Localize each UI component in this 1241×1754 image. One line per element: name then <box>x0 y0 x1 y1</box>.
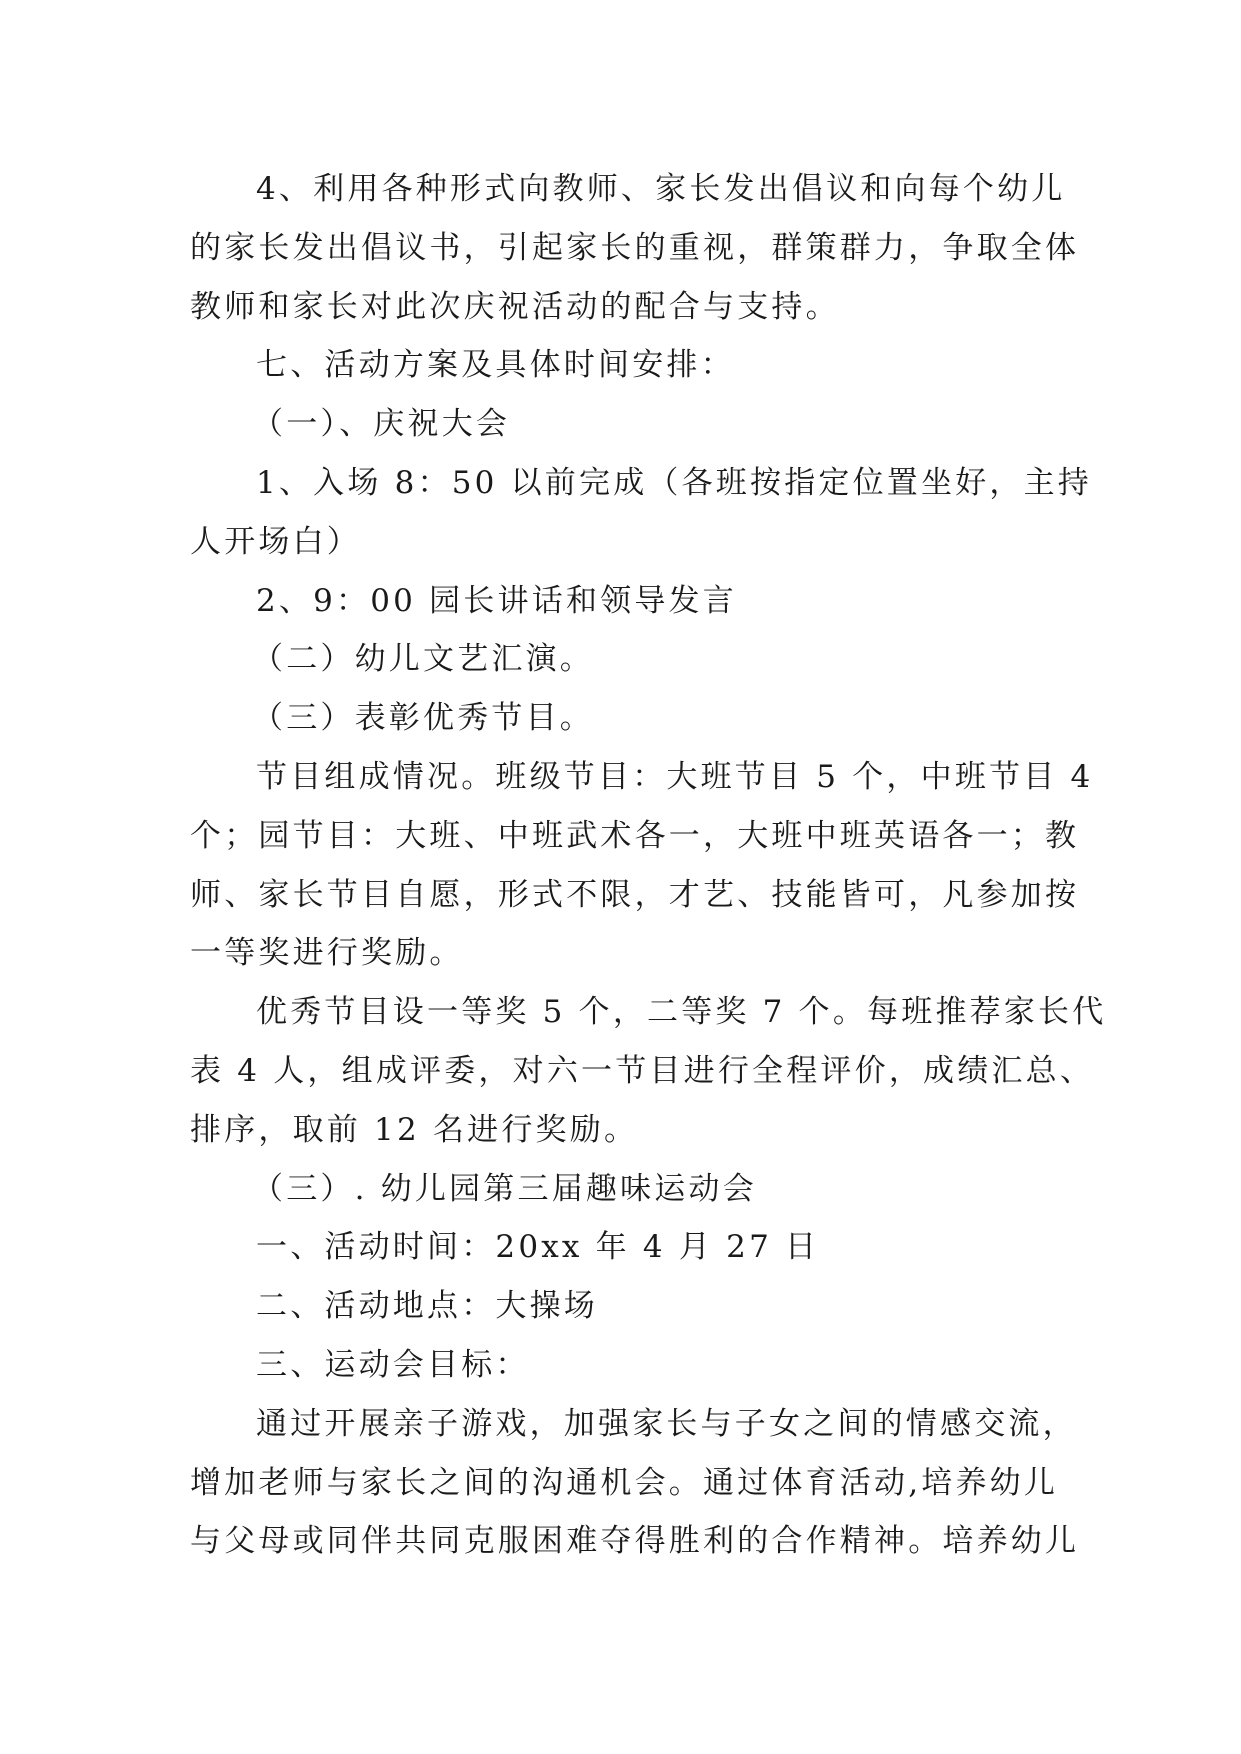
subsection-heading: （二）幼儿文艺汇演。 <box>252 641 594 678</box>
paragraph-line: 通过开展亲子游戏，加强家长与子女之间的情感交流， <box>256 1405 1077 1442</box>
paragraph-line: 二、活动地点：大操场 <box>256 1288 598 1325</box>
paragraph-line: 三、运动会目标： <box>256 1346 530 1383</box>
subsection-heading: （一）、庆祝大会 <box>252 406 511 443</box>
paragraph-line: 个；园节目：大班、中班武术各一，大班中班英语各一；教 <box>190 817 1080 854</box>
paragraph-line: 与父母或同伴共同克服困难夺得胜利的合作精神。培养幼儿 <box>190 1523 1080 1560</box>
paragraph-line: 师、家长节目自愿，形式不限，才艺、技能皆可，凡参加按 <box>190 876 1080 913</box>
paragraph-line: 1、入场 8：50 以前完成（各班按指定位置坐好，主持 <box>256 464 1092 501</box>
paragraph-line: 表 4 人，组成评委，对六一节目进行全程评价，成绩汇总、 <box>190 1052 1095 1089</box>
paragraph-line: 的家长发出倡议书，引起家长的重视，群策群力，争取全体 <box>190 229 1080 266</box>
subsection-heading: （三）. 幼儿园第三届趣味运动会 <box>252 1170 757 1207</box>
paragraph-line: 增加老师与家长之间的沟通机会。通过体育活动,培养幼儿 <box>190 1464 1059 1501</box>
paragraph-line: 教师和家长对此次庆祝活动的配合与支持。 <box>190 288 840 325</box>
paragraph-line: 节目组成情况。班级节目：大班节目 5 个，中班节目 4 <box>256 758 1094 795</box>
paragraph-line: 排序，取前 12 名进行奖励。 <box>190 1111 639 1148</box>
subsection-heading: （三）表彰优秀节目。 <box>252 700 594 737</box>
section-heading: 七、活动方案及具体时间安排： <box>256 347 735 384</box>
paragraph-line: 人开场白） <box>190 523 361 560</box>
document-body <box>190 160 1107 1571</box>
paragraph-line: 一、活动时间：20xx 年 4 月 27 日 <box>256 1229 820 1266</box>
paragraph-line: 优秀节目设一等奖 5 个，二等奖 7 个。每班推荐家长代 <box>256 994 1107 1031</box>
paragraph-line: 一等奖进行奖励。 <box>190 935 464 972</box>
paragraph-line: 2、9：00 园长讲话和领导发言 <box>256 582 737 619</box>
paragraph-line: 4、利用各种形式向教师、家长发出倡议和向每个幼儿 <box>256 171 1066 207</box>
